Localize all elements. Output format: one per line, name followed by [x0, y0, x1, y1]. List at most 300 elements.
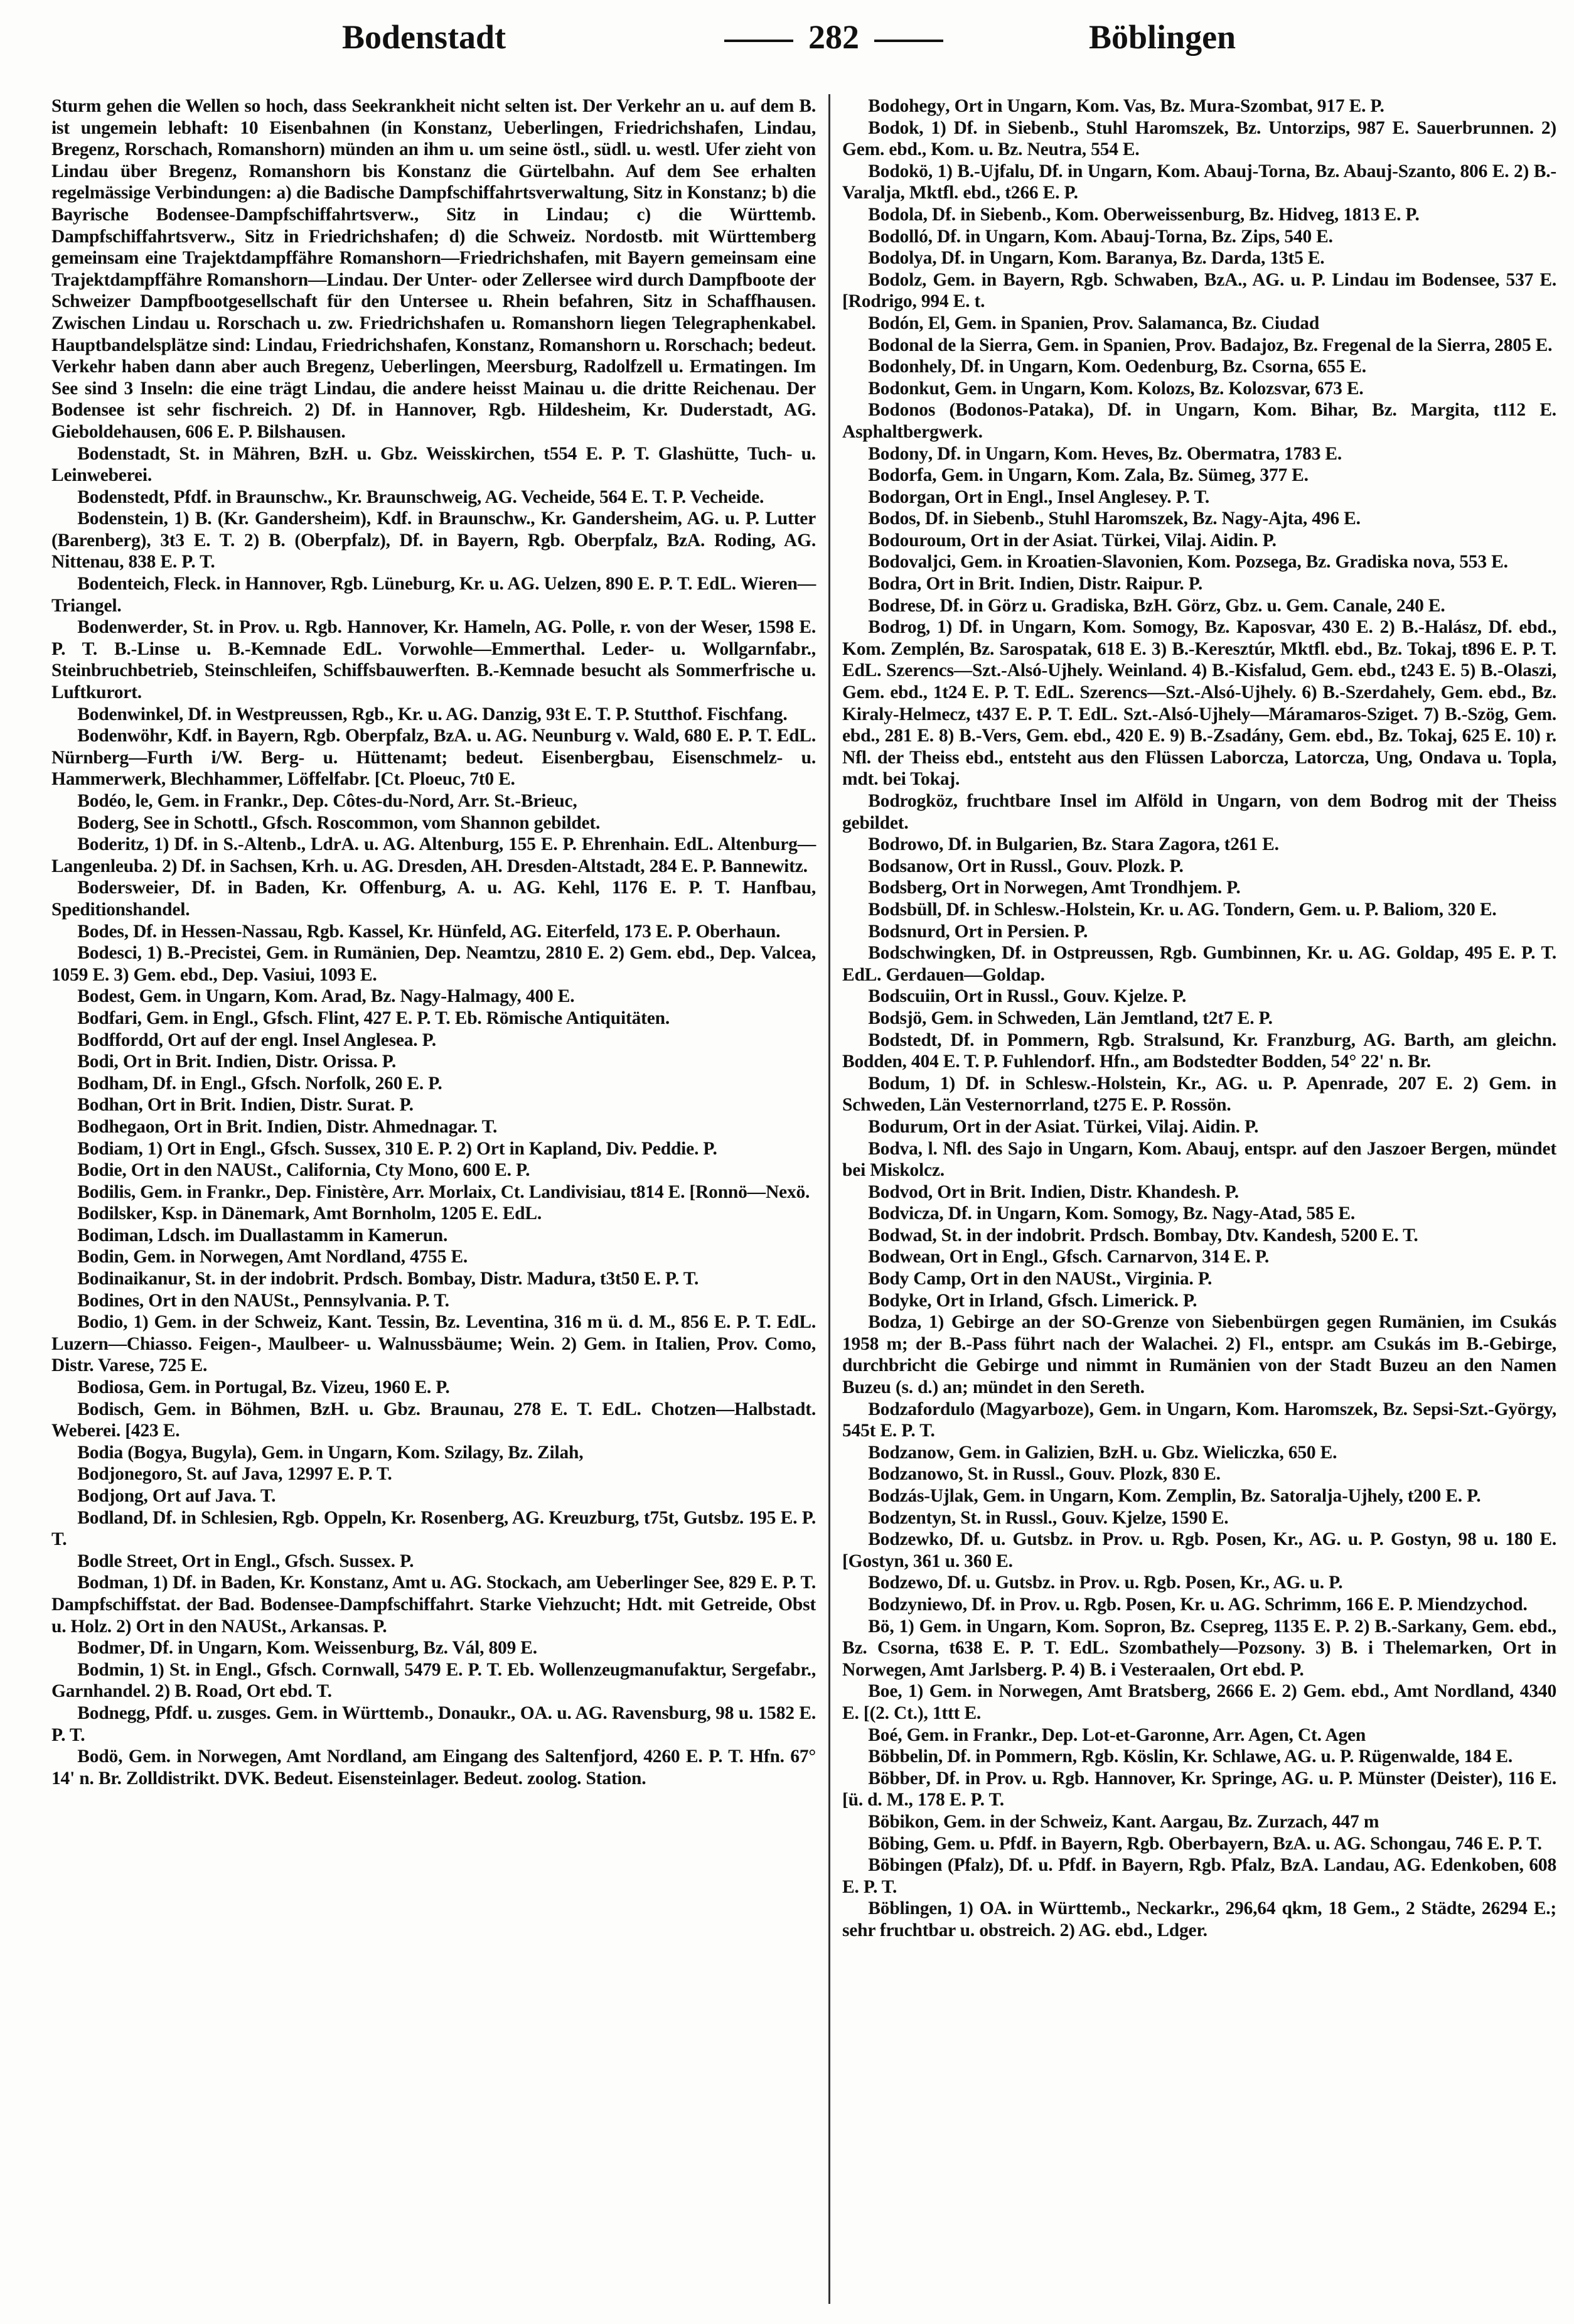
- entry-text: , Df. in Hessen-Nassau, Rgb. Kassel, Kr. Hünfeld, AG. Eiterfeld, 173 E. P. Oberhaun.: [124, 921, 781, 942]
- entry-text: , Gem. in Schweden, Län Jemtland, t2t7 E. P.: [921, 1008, 1273, 1028]
- entry-headword: Bodza: [868, 1312, 917, 1333]
- entry-text: , Ort in Norwegen, Amt Trondhjem. P.: [942, 878, 1241, 898]
- entry-headword: Bodzyniewo: [868, 1594, 963, 1615]
- entry-text: , Gem. in Kroatien-Slavonien, Kom. Pozsega, Bz. Gradiska nova, 553 E.: [951, 552, 1508, 573]
- entry-headword: Bodilsker: [77, 1203, 153, 1224]
- gazetteer-entry: [842, 616, 1556, 790]
- entry-headword: Bodokö: [868, 161, 928, 181]
- entry-text: , 1) B.-Ujfalu, Df. in Ungarn, Kom. Abauj-Torna, Bz. Abauj-Szanto, 806 E. 2) B.-Varalja, Mktfl. ebd., t266 E. P.: [842, 161, 1556, 203]
- entry-text: , Ort in Brit. Indien, Distr. Khandesh. P.: [928, 1181, 1239, 1202]
- gazetteer-entry: [51, 1485, 816, 1507]
- entry-text: , Gem. in Frankr., Dep. Côtes-du-Nord, Arr. St.-Brieuc,: [148, 791, 577, 811]
- entry-text: , Df. in Ungarn, Kom. Weissenburg, Bz. Vál, 809 E.: [140, 1638, 537, 1659]
- entry-text: , Gem. in Galizien, BzH. u. Gbz. Wieliczka, 650 E.: [949, 1442, 1337, 1463]
- page-number: 282: [808, 18, 859, 56]
- gazetteer-entry: [51, 1203, 816, 1225]
- entry-headword: Bodmer: [77, 1638, 141, 1659]
- gazetteer-entry: [842, 443, 1556, 465]
- running-head-last-entry: Böblingen: [1089, 18, 1236, 56]
- entry-text: , St. in Prov. u. Rgb. Hannover, Kr. Hameln, AG. Polle, r. von der Weser, 1598 E. P. T. B.-Linse u. B.-Kemnade EdL. Vorwohle—Emmerthal. Leder- u. Wollgarnfabr., Steinbruchbetrieb, Steinschleifen, Schiffsbauwerften. B.-Kemnade besucht als Sommerfrische u. Luftkurort.: [51, 617, 816, 703]
- gazetteer-entry: [51, 573, 816, 616]
- gazetteer-entry: [842, 226, 1556, 248]
- gazetteer-entry: [51, 986, 816, 1008]
- entry-text: , Ldsch. im Duallastamm in Kamerun.: [148, 1225, 448, 1245]
- gazetteer-entry: [51, 1094, 816, 1116]
- entry-headword: Bodest: [77, 986, 131, 1007]
- entry-text: , St. in der indobrit. Prdsch. Bombay, Dtv. Kandesh, 5200 E. T.: [932, 1225, 1418, 1245]
- entry-headword: Bodrese: [868, 595, 931, 616]
- gazetteer-entry: [51, 704, 816, 726]
- gazetteer-entry: [842, 899, 1556, 921]
- gazetteer-entry: [51, 1225, 816, 1247]
- gazetteer-entry: [842, 356, 1556, 378]
- gazetteer-entry: [51, 834, 816, 877]
- entry-text: , Gem. in Spanien, Prov. Salamanca, Bz. Ciudad: [945, 313, 1320, 333]
- entry-headword: Bodilis: [77, 1181, 131, 1202]
- entry-text: , Gem. in Ungarn, Kom. Haromszek, Bz. Sepsi-Szt.-György, 545t E. P. T.: [842, 1399, 1557, 1441]
- gazetteer-entry: [51, 1659, 816, 1703]
- right-entry-list: [842, 95, 1556, 1941]
- gazetteer-entry: [842, 378, 1556, 400]
- gazetteer-entry: [51, 1138, 816, 1160]
- entry-headword: Bodscuiin: [868, 986, 946, 1007]
- entry-text: , Pfdf. u. zusges. Gem. in Württemb., Donaukr., OA. u. AG. Ravensburg, 98 u. 1582 E. P. T.: [51, 1703, 816, 1745]
- entry-text: , Df. in Ungarn, Kom. Baranya, Bz. Darda, 13t5 E.: [932, 248, 1325, 269]
- entry-headword: Bodón, El: [868, 313, 946, 333]
- entry-text: , Ort in Engl., Gfsch. Carnarvon, 314 E. P.: [940, 1247, 1270, 1267]
- entry-headword: Bodolz: [868, 269, 922, 290]
- entry-text: , Gem. in Engl., Gfsch. Flint, 427 E. P. T. Eb. Römische Antiquitäten.: [137, 1008, 670, 1028]
- gazetteer-entry: [51, 1703, 816, 1746]
- entry-text: , Ort in Persien. P.: [945, 921, 1088, 942]
- entry-headword: Bodzafordulo (Magyarboze): [868, 1399, 1089, 1419]
- gazetteer-entry: [842, 595, 1556, 617]
- entry-text: , 1) Gebirge an der SO-Grenze von Siebenbürgen gegen Rumänien, im Csukás 1958 m; der B.-Pass führt nach der Walachei. 2) Fl., entspr. am Csukás im B.-Gebirge, durchbricht die Gebirge und nimmt in Rumänien von der Stadt Buzeu an den Namen Buzeu (s. d.) an; mündet in den Sereth.: [842, 1312, 1556, 1398]
- entry-text: , Gem. in Ungarn, Kom. Arad, Bz. Nagy-Halmagy, 400 E.: [130, 986, 575, 1007]
- entry-headword: Bö: [868, 1616, 890, 1637]
- entry-text: , Gem. in der Schweiz, Kant. Aargau, Bz. Zurzach, 447 m: [934, 1811, 1379, 1832]
- entry-text: , Ort in Engl., Gfsch. Sussex. P.: [173, 1551, 414, 1571]
- gazetteer-entry: [842, 1572, 1556, 1594]
- entry-headword: Bodisch: [77, 1399, 139, 1419]
- entry-text: , St. in Russl., Gouv. Plozk, 830 E.: [958, 1464, 1221, 1485]
- entry-text: , Ort in Russl., Gouv. Kjelze. P.: [945, 986, 1187, 1007]
- gazetteer-entry: [842, 877, 1556, 899]
- entry-text: , Gem. in Norwegen, Amt Nordland, 4755 E.: [124, 1247, 468, 1267]
- left-entry-list: [51, 443, 816, 1790]
- entry-text: , 1) Gem. in Norwegen, Amt Bratsberg, 2666 E. 2) Gem. ebd., Amt Nordland, 4340 E. [(2. Ct.), 1ttt E.: [842, 1681, 1556, 1723]
- gazetteer-entry: [842, 1138, 1556, 1181]
- gazetteer-entry: [842, 1073, 1556, 1116]
- entry-headword: Bodle Street: [77, 1551, 173, 1571]
- gazetteer-entry: [51, 1181, 816, 1203]
- entry-text: , Df. in Ungarn, Kom. Abauj-Torna, Bz. Zips, 540 E.: [928, 226, 1333, 247]
- entry-text: , Df. u. Gutsbz. in Prov. u. Rgb. Posen, Kr., AG. u. P.: [938, 1573, 1343, 1593]
- gazetteer-entry: [51, 790, 816, 812]
- gazetteer-entry: [842, 1833, 1556, 1855]
- entry-text: , Gem. in Bayern, Rgb. Schwaben, BzA., AG. u. P. Lindau im Bodensee, 537 E. [Rodrigo, 994 E. t.: [842, 269, 1556, 312]
- gazetteer-entry: [51, 1008, 816, 1030]
- entry-headword: Bodstedt: [868, 1030, 938, 1050]
- gazetteer-entry: [51, 1551, 816, 1573]
- gazetteer-entry: [51, 1377, 816, 1399]
- entry-headword: Bodes: [77, 921, 124, 942]
- gazetteer-entry: [842, 117, 1556, 161]
- entry-text: , 1) Df. in Ungarn, Kom. Somogy, Bz. Kaposvar, 430 E. 2) B.-Halász, Df. ebd., Kom. Zemplén, Bz. Sarospatak, 618 E. 3) B.-Keresztúr, Mktfl. ebd., Bz. Tokaj, t896 E. P. T. EdL. Szerencs—Szt.-Alsó-Ujhely. Weinland. 4) B.-Kisfalud, Gem. ebd., t243 E. 5) B.-Olaszi, Gem. ebd., 1t24 E. P. T. EdL. Szerencs—Szt.-Alsó-Ujhely. 6) B.-Szerdahely, Gem. ebd., Bz. Kiraly-Helmecz, t437 E. P. T. EdL. Szt.-Alsó-Ujhely—Máramaros-Sziget. 7) B.-Szög, Gem. ebd., 281 E. 8) B.-Vers, Gem. ebd., 420 E. 9) B.-Zsadány, Gem. ebd., Bz. Tokaj, 625 E. 10) r. Nfl. der Theiss ebd., entsteht aus den Flüssen Laborcza, Latorcza, Ung, Ondava u. Topla, mdt. bei Tokaj.: [842, 617, 1556, 790]
- continued-entry-text: Sturm gehen die Wellen so hoch, dass Seekrankheit nicht selten ist. Der Verkehr an u. auf dem B. ist ungemein lebhaft: 10 Eisenbahnen (in Konstanz, Ueberlingen, Friedrichshafen, Lindau, Bregenz, Rorschach, Romanshorn) münden an ihm u. um seine östl., südl. u. westl. Ufer zieht von Lindau über Bregenz, Romanshorn bis Konstanz die Gürtelbahn. Auf dem See erhalten regelmässige Verbindungen: a) die Badische Dampfschiffahrtsverwaltung, Sitz in Konstanz; b) die Bayrische Bodensee-Dampfschiffahrtsverw., Sitz in Lindau; c) die Württemb. Dampfschiffahrtsverw., Sitz in Friedrichshafen; d) die Schweiz. Nordostb. mit Württemberg gemeinsam eine Trajektdampffähre Romanshorn—Friedrichshafen, mit Bayern gemeinsam eine Trajektdampffähre Romanshorn—Lindau. Der Unter- oder Zellersee wird durch Dampfboote der Schweizer Dampfbootgesellschaft für den Untersee u. Rhein befahren, Sitz in Schaffhausen. Zwischen Lindau u. Rorschach u. zw. Friedrichshafen u. Romanshorn liegen Telegraphenkabel. Hauptbandelsplätze sind: Lindau, Friedrichshafen, Konstanz, Romanshorn u. Rorschach; bedeut. Verkehr haben dann aber auch Bregenz, Ueberlingen, Meersburg, Radolfzell u. Ermatingen. Im See sind 3 Inseln: die eine trägt Lindau, die andere heisst Mainau u. die dritte Reichenau. Der Bodensee ist sehr fischreich. 2) Df. in Hannover, Rgb. Hildesheim, Kr. Duderstadt, AG. Gieboldehausen, 606 E. P. Bilshausen.: [51, 96, 816, 442]
- gazetteer-entry: [842, 1311, 1556, 1398]
- entry-text: , Ort in Brit. Indien, Distr. Orissa. P.: [114, 1052, 397, 1072]
- entry-text: , Ort auf der engl. Insel Anglesea. P.: [158, 1030, 436, 1050]
- entry-headword: Böbber: [868, 1768, 926, 1789]
- gazetteer-entry: [51, 1030, 816, 1052]
- entry-headword: Böblingen: [868, 1898, 948, 1919]
- entry-headword: Boé: [868, 1724, 898, 1745]
- gazetteer-entry: [842, 1681, 1556, 1724]
- entry-text: , 1) Df. in Schlesw.-Holstein, Kr., AG. u. P. Apenrade, 207 E. 2) Gem. in Schweden, Län Vesternorrland, t275 E. P. Rossön.: [842, 1073, 1556, 1116]
- entry-headword: Bodi: [77, 1052, 114, 1072]
- gazetteer-entry: [51, 942, 816, 986]
- entry-headword: Bodzewko: [868, 1529, 949, 1550]
- entry-headword: Bodony: [868, 443, 928, 464]
- entry-headword: Bodolló: [868, 226, 928, 247]
- entry-text: , Gem. in Ungarn, Kom. Kolozs, Bz. Kolozsvar, 673 E.: [945, 378, 1364, 399]
- entry-text: , Ort in Engl., Insel Anglesey. P. T.: [945, 487, 1209, 507]
- entry-headword: Bodvicza: [868, 1203, 940, 1224]
- entry-headword: Bodsanow: [868, 856, 949, 876]
- entry-text: , Gem. u. Pfdf. in Bayern, Rgb. Oberbayern, BzA. u. AG. Schongau, 746 E. P. T.: [924, 1833, 1542, 1854]
- entry-headword: Bodola: [868, 204, 923, 225]
- entry-headword: Böbingen (Pfalz): [868, 1855, 1000, 1876]
- entry-headword: Böbing: [868, 1833, 924, 1854]
- gazetteer-entry: [842, 530, 1556, 552]
- entry-headword: Bodrogköz: [868, 791, 953, 811]
- page-header: [0, 18, 1574, 68]
- entry-text: , fruchtbare Insel im Alföld in Ungarn, von dem Bodrog mit der Theiss gebildet.: [842, 791, 1556, 833]
- entry-text: , Df. in Görz u. Gradiska, BzH. Görz, Gbz. u. Gem. Canale, 240 E.: [930, 595, 1445, 616]
- entry-headword: Bodhan: [77, 1095, 139, 1116]
- gazetteer-entry: [51, 1073, 816, 1095]
- header-dash-right: [874, 40, 943, 42]
- gazetteer-entry: [842, 465, 1556, 487]
- gazetteer-entry: [842, 551, 1556, 573]
- entry-text: , Gem. in Böhmen, BzH. u. Gbz. Braunau, 278 E. T. EdL. Chotzen—Halbstadt. Weberei. [423 E.: [51, 1399, 816, 1441]
- gazetteer-entry: [842, 1616, 1556, 1681]
- entry-headword: Bodland: [77, 1507, 144, 1528]
- gazetteer-entry: [51, 508, 816, 573]
- gazetteer-entry: [51, 1246, 816, 1268]
- entry-text: , Df. in Westpreussen, Rgb., Kr. u. AG. Danzig, 93t E. T. P. Stutthof. Fischfang.: [179, 704, 788, 724]
- entry-text: , Ort in der Asiat. Türkei, Vilaj. Aidin. P.: [943, 1116, 1259, 1137]
- entry-text: , Fleck. in Hannover, Rgb. Lüneburg, Kr. u. AG. Uelzen, 890 E. P. T. EdL. Wieren—Triangel.: [51, 574, 816, 616]
- header-dash-left: [724, 40, 793, 42]
- gazetteer-entry: [842, 335, 1556, 357]
- entry-text: , Gem. in Ungarn, Kom. Zemplin, Bz. Satoralja-Ujhely, t200 E. P.: [973, 1486, 1481, 1506]
- entry-text: , Df. in Siebenb., Kom. Oberweissenburg, Bz. Hidveg, 1813 E. P.: [923, 204, 1420, 225]
- gazetteer-entry: [842, 1529, 1556, 1572]
- entry-headword: Bodok: [868, 117, 919, 138]
- entry-headword: Bodva: [868, 1138, 918, 1159]
- gazetteer-entry: [842, 508, 1556, 530]
- gazetteer-entry: [842, 1203, 1556, 1225]
- gazetteer-entry: [842, 1854, 1556, 1898]
- entry-text: , Df. in Pommern, Rgb. Stralsund, Kr. Franzburg, AG. Barth, am gleichn. Bodden, 404 E. T. P. Fuhlendorf. Hfn., am Bodstedter Bodden, 54° 22' n. Br.: [842, 1030, 1556, 1072]
- entry-text: , 1) Gem. in Ungarn, Kom. Sopron, Bz. Csepreg, 1135 E. P. 2) B.-Sarkany, Gem. ebd., Bz. Csorna, t638 E. P. T. EdL. Szombathely—Pozsony. 3) B. i Thelemarken, Ort in Norwegen, Amt Jarlsberg. P. 4) B. i Vesteraalen, Ort ebd. P.: [842, 1616, 1556, 1680]
- entry-headword: Bodinaikanur: [77, 1269, 186, 1289]
- entry-headword: Bodiam: [77, 1138, 139, 1159]
- entry-headword: Bodnegg: [77, 1703, 146, 1723]
- entry-headword: Bodorfa: [868, 465, 933, 486]
- page-number-block: [709, 18, 958, 56]
- entry-headword: Boderitz: [77, 834, 144, 855]
- entry-text: , Ort in den NAUSt., California, Cty Mono, 600 E. P.: [122, 1160, 530, 1181]
- entry-headword: Bodffordd: [77, 1030, 159, 1050]
- gazetteer-entry: [842, 313, 1556, 335]
- gazetteer-entry: [842, 1030, 1556, 1073]
- entry-text: , 1) Df. in S.-Altenb., LdrA. u. AG. Altenburg, 155 E. P. Ehrenhain. EdL. Altenburg—Langenleuba. 2) Df. in Sachsen, Krh. u. AG. Dresden, AH. Dresden-Altstadt, 284 E. P. Bannewitz.: [51, 834, 816, 876]
- entry-text: , Ort in den NAUSt., Virginia. P.: [961, 1269, 1213, 1289]
- entry-text: , Ort in Brit. Indien, Distr. Raipur. P.: [916, 574, 1203, 594]
- gazetteer-entry: [842, 1746, 1556, 1768]
- entry-text: , Df. in Prov. u. Rgb. Hannover, Kr. Springe, AG. u. P. Münster (Deister), 116 E. [ü. d. M., 178 E. P. T.: [842, 1768, 1556, 1810]
- entry-headword: Bodsbüll: [868, 899, 938, 920]
- entry-headword: Bodvod: [868, 1181, 928, 1202]
- gazetteer-entry: [842, 1290, 1556, 1312]
- entry-text: , Gem. in Frankr., Dep. Lot-et-Garonne, Arr. Agen, Ct. Agen: [897, 1724, 1366, 1745]
- entry-headword: Bodonal de la Sierra: [868, 335, 1028, 355]
- entry-text: , Df. in Pommern, Rgb. Köslin, Kr. Schlawe, AG. u. P. Rügenwalde, 184 E.: [938, 1746, 1513, 1767]
- entry-headword: Bodzentyn: [868, 1507, 951, 1528]
- entry-text: , l. Nfl. des Sajo in Ungarn, Kom. Abauj, entspr. auf den Jaszoer Bergen, mündet bei Miskolcz.: [842, 1138, 1556, 1181]
- right-column: [842, 95, 1556, 1941]
- entry-headword: Bodsnurd: [868, 921, 946, 942]
- column-divider: [828, 94, 830, 2304]
- entry-text: , Gem. in Spanien, Prov. Badajoz, Bz. Fregenal de la Sierra, 2805 E.: [1027, 335, 1553, 355]
- entry-text: , Ort in Irland, Gfsch. Limerick. P.: [927, 1290, 1197, 1311]
- gazetteer-entry: [842, 247, 1556, 269]
- entry-headword: Bodrowo: [868, 834, 940, 855]
- gazetteer-entry: [51, 1051, 816, 1073]
- gazetteer-entry: [842, 1507, 1556, 1529]
- entry-text: , St. auf Java, 12997 E. P. T.: [177, 1464, 392, 1485]
- entry-headword: Bodenstein: [77, 508, 164, 529]
- gazetteer-entry: [51, 1268, 816, 1290]
- entry-headword: Bodhegaon: [77, 1116, 165, 1137]
- entry-text: , Gem. in Ungarn, Kom. Zala, Bz. Sümeg, 377 E.: [932, 465, 1309, 486]
- entry-text: , Df. in Ungarn, Kom. Heves, Bz. Obermatra, 1783 E.: [928, 443, 1342, 464]
- gazetteer-entry: [842, 1399, 1556, 1442]
- entry-headword: Böbikon: [868, 1811, 934, 1832]
- entry-text: , Df. in Schlesw.-Holstein, Kr. u. AG. Tondern, Gem. u. P. Baliom, 320 E.: [937, 899, 1497, 920]
- entry-headword: Bodersweier: [77, 878, 175, 898]
- gazetteer-entry: [842, 856, 1556, 878]
- gazetteer-entry: [842, 95, 1556, 117]
- gazetteer-entry: [842, 1268, 1556, 1290]
- entry-text: , Df. in Bulgarien, Bz. Stara Zagora, t261 E.: [939, 834, 1279, 855]
- entry-headword: Bodenwinkel: [77, 704, 179, 724]
- entry-headword: Bodines: [77, 1290, 139, 1311]
- running-head-first-entry: Bodenstadt: [342, 18, 506, 56]
- entry-text: , Df. in Ungarn, Kom. Bihar, Bz. Margita, t112 E. Asphaltbergwerk.: [842, 400, 1556, 442]
- entry-headword: Bodjong: [77, 1486, 144, 1506]
- entry-text: , Df. in Ungarn, Kom. Somogy, Bz. Nagy-Atad, 585 E.: [939, 1203, 1356, 1224]
- gazetteer-entry: [51, 921, 816, 943]
- entry-headword: Bodzás-Ujlak: [868, 1486, 974, 1506]
- entry-headword: Bodzewo: [868, 1573, 938, 1593]
- entry-headword: Bodonhely: [868, 357, 951, 377]
- entry-text: , Gem. in Frankr., Dep. Finistère, Arr. Morlaix, Ct. Landivisiau, t814 E. [Ronnö—Nexö.: [131, 1181, 810, 1202]
- entry-headword: Boe: [868, 1681, 898, 1702]
- entry-text: , Pfdf. in Braunschw., Kr. Braunschweig, AG. Vecheide, 564 E. T. P. Vecheide.: [164, 487, 764, 507]
- gazetteer-entry: [842, 161, 1556, 204]
- entry-headword: Bodzanow: [868, 1442, 950, 1463]
- gazetteer-entry: [842, 790, 1556, 834]
- entry-text: , Gem. in Ungarn, Kom. Szilagy, Bz. Zilah,: [252, 1442, 584, 1463]
- entry-headword: Bodovaljci: [868, 552, 951, 573]
- gazetteer-entry: [842, 986, 1556, 1008]
- gazetteer-entry: [842, 1225, 1556, 1247]
- entry-text: , Ort auf Java. T.: [143, 1486, 276, 1506]
- gazetteer-entry: [842, 942, 1556, 986]
- entry-headword: Bodenteich: [77, 574, 165, 594]
- gazetteer-entry: [51, 1290, 816, 1312]
- gazetteer-entry: [842, 1594, 1556, 1616]
- left-column: [51, 95, 816, 1789]
- entry-headword: Bodouroum: [868, 530, 961, 551]
- gazetteer-entry: [51, 487, 816, 508]
- entry-text: , Gem. in Portugal, Bz. Vizeu, 1960 E. P.: [139, 1377, 450, 1398]
- entry-headword: Bodrog: [868, 617, 926, 638]
- entry-headword: Bodiosa: [77, 1377, 139, 1398]
- gazetteer-entry: [51, 1311, 816, 1377]
- entry-headword: Bodio: [77, 1312, 124, 1333]
- entry-headword: Bodurum: [868, 1116, 944, 1137]
- gazetteer-entry: [842, 1246, 1556, 1268]
- entry-text: , Df. in Ungarn, Kom. Oedenburg, Bz. Csorna, 655 E.: [951, 357, 1366, 377]
- entry-text: , Df. in Ostpreussen, Rgb. Gumbinnen, Kr. u. AG. Goldap, 495 E. P. T. EdL. Gerdauen—Goldap.: [842, 943, 1556, 985]
- gazetteer-entry: [842, 1811, 1556, 1833]
- entry-headword: Bodenwerder: [77, 617, 183, 638]
- gazetteer-entry: [842, 1181, 1556, 1203]
- entry-text: , Df. u. Gutsbz. in Prov. u. Rgb. Posen, Kr., AG. u. P. Gostyn, 98 u. 180 E. [Gostyn, 361 u. 360 E.: [842, 1529, 1556, 1571]
- gazetteer-entry: [842, 1463, 1556, 1485]
- entry-text: , Df. in Engl., Gfsch. Norfolk, 260 E. P.: [143, 1073, 442, 1094]
- entry-text: , 1) Df. in Baden, Kr. Konstanz, Amt u. AG. Stockach, am Ueberlinger See, 829 E. P. T. Dampfschiffstat. der Bad. Bodensee-Dampfschiffahrt. Starke Viehzucht; Hdt. mit Getreide, Obst u. Holz. 2) Ort in den NAUSt., Arkansas. P.: [51, 1573, 816, 1637]
- gazetteer-entry: [842, 1116, 1556, 1138]
- entry-text: , Df. in Prov. u. Rgb. Posen, Kr. u. AG. Schrimm, 166 E. P. Miendzychod.: [962, 1594, 1528, 1615]
- entry-text: , Ort in der Asiat. Türkei, Vilaj. Aidin. P.: [961, 530, 1277, 551]
- gazetteer-entry: [842, 204, 1556, 226]
- entry-headword: Bodiman: [77, 1225, 149, 1245]
- entry-headword: Bodenwöhr: [77, 726, 168, 746]
- entry-headword: Bodia (Bogya, Bugyla): [77, 1442, 252, 1463]
- gazetteer-entry: [842, 1485, 1556, 1507]
- entry-headword: Bodohegy: [868, 96, 946, 116]
- entry-headword: Bodyke: [868, 1290, 928, 1311]
- entry-headword: Body Camp: [868, 1269, 961, 1289]
- entry-headword: Bodzanowo: [868, 1464, 959, 1485]
- entry-text: , Df. in Siebenb., Stuhl Haromszek, Bz. Nagy-Ajta, 496 E.: [916, 508, 1361, 529]
- entry-text: , Ort in Brit. Indien, Distr. Surat. P.: [138, 1095, 414, 1116]
- gazetteer-entry: [842, 573, 1556, 595]
- gazetteer-entry: [51, 443, 816, 487]
- gazetteer-entry: [842, 1724, 1556, 1746]
- entry-headword: Bodra: [868, 574, 917, 594]
- entry-text: , Df. in Baden, Kr. Offenburg, A. u. AG. Kehl, 1176 E. P. T. Hanfbau, Speditionshandel.: [51, 878, 816, 920]
- entry-text: , Gem. in Norwegen, Amt Nordland, am Eingang des Saltenfjord, 4260 E. P. T. Hfn. 67° 14' n. Br. Zolldistrikt. DVK. Bedeut. Eisensteinlager. Bedeut. zoolog. Station.: [51, 1746, 816, 1789]
- entry-text: , Ort in Ungarn, Kom. Vas, Bz. Mura-Szombat, 917 E. P.: [945, 96, 1384, 116]
- gazetteer-entry: [51, 1572, 816, 1637]
- entry-headword: Bodham: [77, 1073, 144, 1094]
- gazetteer-entry: [51, 1116, 816, 1138]
- entry-text: , St. in Russl., Gouv. Kjelze, 1590 E.: [951, 1507, 1229, 1528]
- entry-text: , 1) St. in Engl., Gfsch. Cornwall, 5479 E. P. T. Eb. Wollenzeugmanufaktur, Sergefabr., Garnhandel. 2) B. Road, Ort ebd. T.: [51, 1659, 816, 1702]
- gazetteer-entry: [842, 1008, 1556, 1030]
- entry-text: , 1) Df. in Siebenb., Stuhl Haromszek, Bz. Untorzips, 987 E. Sauerbrunnen. 2) Gem. ebd., Kom. u. Bz. Neutra, 554 E.: [842, 117, 1556, 160]
- entry-headword: Bodesci: [77, 943, 137, 964]
- gazetteer-entry: [842, 399, 1556, 443]
- entry-headword: Bodfari: [77, 1008, 137, 1028]
- gazetteer-entry: [51, 1463, 816, 1485]
- gazetteer-entry: [842, 1442, 1556, 1464]
- entry-text: , 1) OA. in Württemb., Neckarkr., 296,64 qkm, 18 Gem., 2 Städte, 26294 E.; sehr fruchtbar u. obstreich. 2) AG. ebd., Ldger.: [842, 1898, 1556, 1940]
- entry-text: , St. in Mähren, BzH. u. Gbz. Weisskirchen, t554 E. P. T. Glashütte, Tuch- u. Leinweberei.: [51, 443, 816, 486]
- entry-headword: Bodö: [77, 1746, 119, 1767]
- entry-headword: Bodsberg: [868, 878, 943, 898]
- gazetteer-entry: [51, 877, 816, 920]
- gazetteer-entry: [842, 1768, 1556, 1811]
- gazetteer-entry: [842, 487, 1556, 508]
- entry-text: , Ort in Russl., Gouv. Plozk. P.: [948, 856, 1184, 876]
- entry-headword: Bodman: [77, 1573, 144, 1593]
- entry-headword: Bodéo, le: [77, 791, 149, 811]
- gazetteer-entry: [51, 1507, 816, 1551]
- entry-text: , 1) Gem. in der Schweiz, Kant. Tessin, Bz. Leventina, 316 m ü. d. M., 856 E. P. T. EdL. Luzern—Chiasso. Feigen-, Maulbeer- u. Walnussbäume; Wein. 2) Gem. in Italien, Prov. Como, Distr. Varese, 725 E.: [51, 1312, 816, 1376]
- entry-headword: Bodonkut: [868, 378, 946, 399]
- entry-headword: Bodwean: [868, 1247, 941, 1267]
- entry-headword: Böbbelin: [868, 1746, 938, 1767]
- entry-headword: Bodsjö: [868, 1008, 922, 1028]
- gazetteer-entry: [842, 1898, 1556, 1941]
- entry-headword: Bodie: [77, 1160, 122, 1181]
- gazetteer-entry: [51, 1399, 816, 1442]
- entry-text: , Ort in Brit. Indien, Distr. Ahmednagar. T.: [164, 1116, 498, 1137]
- gazetteer-entry: [842, 834, 1556, 856]
- gazetteer-entry: [51, 1159, 816, 1181]
- entry-text: , Df. u. Pfdf. in Bayern, Rgb. Pfalz, BzA. Landau, AG. Edenkoben, 608 E. P. T.: [842, 1855, 1556, 1897]
- entry-headword: Bodjonegoro: [77, 1464, 178, 1485]
- entry-headword: Bodum: [868, 1073, 926, 1094]
- entry-headword: Bodwad: [868, 1225, 933, 1245]
- entry-text: , Ksp. in Dänemark, Amt Bornholm, 1205 E. EdL.: [152, 1203, 542, 1224]
- gazetteer-entry: [51, 725, 816, 790]
- gazetteer-entry: [51, 1637, 816, 1659]
- entry-headword: Bodos: [868, 508, 916, 529]
- entry-headword: Bodenstedt: [77, 487, 165, 507]
- entry-text: , See in Schottl., Gfsch. Roscommon, vom Shannon gebildet.: [134, 812, 601, 833]
- entry-headword: Bodolya: [868, 248, 933, 269]
- entry-headword: Bodmin: [77, 1659, 140, 1680]
- entry-headword: Bodorgan: [868, 487, 946, 507]
- entry-text: , St. in der indobrit. Prdsch. Bombay, Distr. Madura, t3t50 E. P. T.: [186, 1269, 699, 1289]
- entry-text: , Ort in den NAUSt., Pennsylvania. P. T.: [139, 1290, 449, 1311]
- gazetteer-entry: [51, 812, 816, 834]
- entry-headword: Bodin: [77, 1247, 124, 1267]
- entry-headword: Bodenstadt: [77, 443, 166, 464]
- entry-text: , 1) B.-Precistei, Gem. in Rumänien, Dep. Neamtzu, 2810 E. 2) Gem. ebd., Dep. Valcea, 1059 E. 3) Gem. ebd., Dep. Vasiui, 1093 E.: [51, 943, 816, 985]
- entry-text: , Kdf. in Bayern, Rgb. Oberpfalz, BzA. u. AG. Neunburg v. Wald, 680 E. P. T. EdL. Nürnberg—Furth i/W. Berg- u. Hüttenamt; bedeut. Eisenbergbau, Eisenschmelz- u. Hammerwerk, Blechhammer, Löffelfabr. [Ct. Ploeuc, 7t0 E.: [51, 726, 816, 790]
- entry-headword: Bodonos (Bodonos-Pataka): [868, 400, 1089, 421]
